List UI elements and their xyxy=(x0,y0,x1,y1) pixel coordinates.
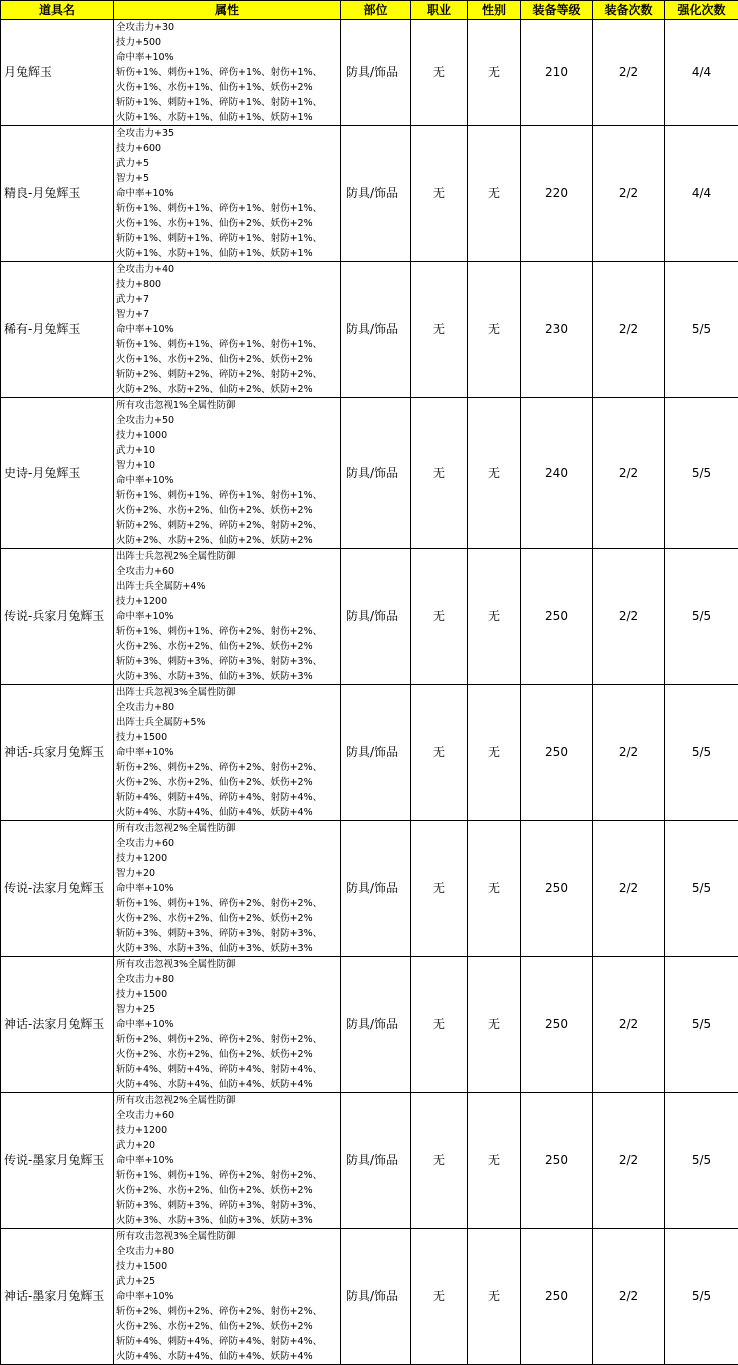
gender-cell: 无 xyxy=(468,20,521,126)
enhance-count-cell: 4/4 xyxy=(665,20,738,126)
attribute-line: 火伤+2%、水伤+2%、仙伤+2%、妖伤+2% xyxy=(116,1319,340,1334)
item-name-cell: 稀有-月兔辉玉 xyxy=(1,262,114,398)
table-row xyxy=(1,1229,738,1365)
attribute-line: 斩伤+1%、刺伤+1%、碎伤+1%、射伤+1%、 xyxy=(116,65,340,80)
attribute-line: 斩防+4%、刺防+4%、碎防+4%、射防+4%、 xyxy=(116,1062,340,1077)
attribute-line: 斩伤+2%、刺伤+2%、碎伤+2%、射伤+2%、 xyxy=(116,1304,340,1319)
attribute-line: 技力+1200 xyxy=(116,851,340,866)
equip-level-cell: 250 xyxy=(521,821,593,957)
attribute-line: 全攻击力+50 xyxy=(116,413,340,428)
attribute-line: 技力+500 xyxy=(116,35,340,50)
attribute-line: 全攻击力+80 xyxy=(116,1244,340,1259)
table-row xyxy=(1,20,738,126)
attribute-line: 技力+800 xyxy=(116,277,340,292)
slot-cell: 防具/饰品 xyxy=(341,549,411,685)
enhance-count-cell: 4/4 xyxy=(665,126,738,262)
header-equip-level: 装备等级 xyxy=(521,1,593,20)
item-name-cell: 神话-法家月兔辉玉 xyxy=(1,957,114,1093)
attribute-line: 火防+2%、水防+2%、仙防+2%、妖防+2% xyxy=(116,382,340,397)
attribute-line: 火伤+2%、水伤+2%、仙伤+2%、妖伤+2% xyxy=(116,775,340,790)
gender-cell: 无 xyxy=(468,685,521,821)
attribute-line: 火防+1%、水防+1%、仙防+1%、妖防+1% xyxy=(116,246,340,261)
attribute-line: 武力+10 xyxy=(116,443,340,458)
header-item-name: 道具名 xyxy=(1,1,114,20)
attribute-line: 火伤+1%、水伤+1%、仙伤+1%、妖伤+2% xyxy=(116,80,340,95)
attribute-line: 所有攻击忽视3%全属性防御 xyxy=(116,957,340,972)
equip-count-cell: 2/2 xyxy=(593,20,665,126)
enhance-count-cell: 5/5 xyxy=(665,398,738,549)
enhance-count-cell: 5/5 xyxy=(665,685,738,821)
attribute-line: 斩伤+1%、刺伤+1%、碎伤+2%、射伤+2%、 xyxy=(116,1168,340,1183)
attributes-cell xyxy=(114,262,341,398)
job-cell: 无 xyxy=(411,685,468,821)
attribute-line: 命中率+10% xyxy=(116,1017,340,1032)
attribute-line: 斩伤+2%、刺伤+2%、碎伤+2%、射伤+2%、 xyxy=(116,1032,340,1047)
attribute-line: 出阵士兵忽视2%全属性防御 xyxy=(116,549,340,564)
attribute-line: 所有攻击忽视2%全属性防御 xyxy=(116,821,340,836)
gender-cell: 无 xyxy=(468,821,521,957)
attribute-line: 技力+1000 xyxy=(116,428,340,443)
attribute-line: 斩防+4%、刺防+4%、碎防+4%、射防+4%、 xyxy=(116,1334,340,1349)
attribute-line: 斩防+4%、刺防+4%、碎防+4%、射防+4%、 xyxy=(116,790,340,805)
attribute-line: 火防+4%、水防+4%、仙防+4%、妖防+4% xyxy=(116,1077,340,1092)
attribute-line: 斩防+3%、刺防+3%、碎防+3%、射防+3%、 xyxy=(116,654,340,669)
attribute-line: 技力+1500 xyxy=(116,987,340,1002)
attribute-line: 火伤+2%、水伤+2%、仙伤+2%、妖伤+2% xyxy=(116,639,340,654)
attribute-line: 出阵士兵全属防+5% xyxy=(116,715,340,730)
gender-cell: 无 xyxy=(468,262,521,398)
attribute-line: 命中率+10% xyxy=(116,609,340,624)
attribute-line: 火伤+1%、水伤+1%、仙伤+2%、妖伤+2% xyxy=(116,216,340,231)
attribute-line: 命中率+10% xyxy=(116,473,340,488)
attribute-line: 所有攻击忽视2%全属性防御 xyxy=(116,1093,340,1108)
slot-cell: 防具/饰品 xyxy=(341,126,411,262)
equip-count-cell: 2/2 xyxy=(593,1093,665,1229)
attributes-cell xyxy=(114,1093,341,1229)
header-slot: 部位 xyxy=(341,1,411,20)
attribute-line: 全攻击力+60 xyxy=(116,564,340,579)
attributes-cell xyxy=(114,126,341,262)
item-name-cell: 神话-兵家月兔辉玉 xyxy=(1,685,114,821)
equip-count-cell: 2/2 xyxy=(593,262,665,398)
attribute-line: 技力+1500 xyxy=(116,730,340,745)
attribute-line: 火防+3%、水防+3%、仙防+3%、妖防+3% xyxy=(116,669,340,684)
equip-count-cell: 2/2 xyxy=(593,549,665,685)
slot-cell: 防具/饰品 xyxy=(341,685,411,821)
attribute-line: 火伤+2%、水伤+2%、仙伤+2%、妖伤+2% xyxy=(116,1047,340,1062)
slot-cell: 防具/饰品 xyxy=(341,957,411,1093)
attribute-line: 命中率+10% xyxy=(116,1289,340,1304)
attribute-line: 武力+5 xyxy=(116,156,340,171)
equip-level-cell: 250 xyxy=(521,1229,593,1365)
attribute-line: 全攻击力+80 xyxy=(116,972,340,987)
attribute-line: 斩伤+1%、刺伤+1%、碎伤+1%、射伤+1%、 xyxy=(116,337,340,352)
attribute-line: 斩防+1%、刺防+1%、碎防+1%、射防+1%、 xyxy=(116,231,340,246)
table-row xyxy=(1,685,738,821)
item-name-cell: 史诗-月兔辉玉 xyxy=(1,398,114,549)
attribute-line: 火防+4%、水防+4%、仙防+4%、妖防+4% xyxy=(116,1349,340,1364)
attribute-line: 武力+25 xyxy=(116,1274,340,1289)
attribute-line: 武力+20 xyxy=(116,1138,340,1153)
equip-level-cell: 250 xyxy=(521,685,593,821)
attribute-line: 命中率+10% xyxy=(116,745,340,760)
table-header xyxy=(1,1,738,20)
table-row xyxy=(1,262,738,398)
equip-level-cell: 230 xyxy=(521,262,593,398)
attribute-line: 斩伤+1%、刺伤+1%、碎伤+1%、射伤+1%、 xyxy=(116,488,340,503)
attribute-line: 智力+25 xyxy=(116,1002,340,1017)
job-cell: 无 xyxy=(411,821,468,957)
attribute-line: 全攻击力+40 xyxy=(116,262,340,277)
item-name-cell: 传说-法家月兔辉玉 xyxy=(1,821,114,957)
enhance-count-cell: 5/5 xyxy=(665,821,738,957)
item-name-cell: 精良-月兔辉玉 xyxy=(1,126,114,262)
attribute-line: 全攻击力+80 xyxy=(116,700,340,715)
attribute-line: 火防+4%、水防+4%、仙防+4%、妖防+4% xyxy=(116,805,340,820)
gender-cell: 无 xyxy=(468,549,521,685)
gender-cell: 无 xyxy=(468,1229,521,1365)
job-cell: 无 xyxy=(411,20,468,126)
equip-count-cell: 2/2 xyxy=(593,398,665,549)
attribute-line: 斩防+3%、刺防+3%、碎防+3%、射防+3%、 xyxy=(116,926,340,941)
slot-cell: 防具/饰品 xyxy=(341,1229,411,1365)
attributes-cell xyxy=(114,20,341,126)
job-cell: 无 xyxy=(411,1093,468,1229)
attribute-line: 斩伤+1%、刺伤+1%、碎伤+2%、射伤+2%、 xyxy=(116,896,340,911)
attributes-cell xyxy=(114,398,341,549)
enhance-count-cell: 5/5 xyxy=(665,549,738,685)
attribute-line: 所有攻击忽视1%全属性防御 xyxy=(116,398,340,413)
job-cell: 无 xyxy=(411,1229,468,1365)
attribute-line: 火防+2%、水防+2%、仙防+2%、妖防+2% xyxy=(116,533,340,548)
attribute-line: 全攻击力+35 xyxy=(116,126,340,141)
header-job: 职业 xyxy=(411,1,468,20)
item-name-cell: 传说-兵家月兔辉玉 xyxy=(1,549,114,685)
attribute-line: 技力+1200 xyxy=(116,594,340,609)
attributes-cell xyxy=(114,821,341,957)
attributes-cell xyxy=(114,957,341,1093)
attribute-line: 命中率+10% xyxy=(116,1153,340,1168)
attribute-line: 技力+1200 xyxy=(116,1123,340,1138)
header-gender: 性别 xyxy=(468,1,521,20)
attribute-line: 斩防+2%、刺防+2%、碎防+2%、射防+2%、 xyxy=(116,518,340,533)
attribute-line: 出阵士兵忽视3%全属性防御 xyxy=(116,685,340,700)
attribute-line: 火伤+2%、水伤+2%、仙伤+2%、妖伤+2% xyxy=(116,1183,340,1198)
equip-level-cell: 250 xyxy=(521,549,593,685)
attribute-line: 斩防+3%、刺防+3%、碎防+3%、射防+3%、 xyxy=(116,1198,340,1213)
attribute-line: 斩防+1%、刺防+1%、碎防+1%、射防+1%、 xyxy=(116,95,340,110)
item-name-cell: 月兔辉玉 xyxy=(1,20,114,126)
header-equip-count: 装备次数 xyxy=(593,1,665,20)
slot-cell: 防具/饰品 xyxy=(341,1093,411,1229)
enhance-count-cell: 5/5 xyxy=(665,1093,738,1229)
job-cell: 无 xyxy=(411,126,468,262)
header-enhance-count: 强化次数 xyxy=(665,1,738,20)
equip-level-cell: 240 xyxy=(521,398,593,549)
attribute-line: 智力+5 xyxy=(116,171,340,186)
attribute-line: 全攻击力+60 xyxy=(116,1108,340,1123)
job-cell: 无 xyxy=(411,549,468,685)
table-row xyxy=(1,549,738,685)
attribute-line: 所有攻击忽视3%全属性防御 xyxy=(116,1229,340,1244)
attribute-line: 火防+3%、水防+3%、仙防+3%、妖防+3% xyxy=(116,941,340,956)
gender-cell: 无 xyxy=(468,1093,521,1229)
equip-count-cell: 2/2 xyxy=(593,1229,665,1365)
gender-cell: 无 xyxy=(468,957,521,1093)
equip-level-cell: 250 xyxy=(521,1093,593,1229)
attribute-line: 火伤+2%、水伤+2%、仙伤+2%、妖伤+2% xyxy=(116,503,340,518)
attribute-line: 出阵士兵全属防+4% xyxy=(116,579,340,594)
slot-cell: 防具/饰品 xyxy=(341,821,411,957)
attributes-cell xyxy=(114,549,341,685)
attribute-line: 技力+600 xyxy=(116,141,340,156)
attribute-line: 火伤+2%、水伤+2%、仙伤+2%、妖伤+2% xyxy=(116,911,340,926)
attribute-line: 智力+7 xyxy=(116,307,340,322)
equip-level-cell: 220 xyxy=(521,126,593,262)
table-row xyxy=(1,821,738,957)
equip-level-cell: 210 xyxy=(521,20,593,126)
header-row xyxy=(1,1,738,20)
attribute-line: 智力+10 xyxy=(116,458,340,473)
attributes-cell xyxy=(114,685,341,821)
attribute-line: 斩伤+2%、刺伤+2%、碎伤+2%、射伤+2%、 xyxy=(116,760,340,775)
table-row xyxy=(1,957,738,1093)
attribute-line: 火防+1%、水防+1%、仙防+1%、妖防+1% xyxy=(116,110,340,125)
attribute-line: 命中率+10% xyxy=(116,322,340,337)
enhance-count-cell: 5/5 xyxy=(665,262,738,398)
item-name-cell: 传说-墨家月兔辉玉 xyxy=(1,1093,114,1229)
job-cell: 无 xyxy=(411,398,468,549)
attribute-line: 命中率+10% xyxy=(116,881,340,896)
slot-cell: 防具/饰品 xyxy=(341,20,411,126)
attribute-line: 斩伤+1%、刺伤+1%、碎伤+1%、射伤+1%、 xyxy=(116,201,340,216)
header-attributes: 属性 xyxy=(114,1,341,20)
job-cell: 无 xyxy=(411,262,468,398)
attribute-line: 火防+3%、水防+3%、仙防+3%、妖防+3% xyxy=(116,1213,340,1228)
attributes-cell xyxy=(114,1229,341,1365)
enhance-count-cell: 5/5 xyxy=(665,1229,738,1365)
attribute-line: 技力+1500 xyxy=(116,1259,340,1274)
attribute-line: 火伤+1%、水伤+2%、仙伤+2%、妖伤+2% xyxy=(116,352,340,367)
attribute-line: 全攻击力+30 xyxy=(116,20,340,35)
table-row xyxy=(1,126,738,262)
attribute-line: 命中率+10% xyxy=(116,50,340,65)
attribute-line: 斩伤+1%、刺伤+1%、碎伤+2%、射伤+2%、 xyxy=(116,624,340,639)
slot-cell: 防具/饰品 xyxy=(341,262,411,398)
equip-count-cell: 2/2 xyxy=(593,685,665,821)
attribute-line: 命中率+10% xyxy=(116,186,340,201)
gender-cell: 无 xyxy=(468,126,521,262)
attribute-line: 全攻击力+60 xyxy=(116,836,340,851)
enhance-count-cell: 5/5 xyxy=(665,957,738,1093)
table-row xyxy=(1,1093,738,1229)
gender-cell: 无 xyxy=(468,398,521,549)
equip-level-cell: 250 xyxy=(521,957,593,1093)
equip-count-cell: 2/2 xyxy=(593,126,665,262)
table-body xyxy=(1,20,738,1365)
item-name-cell: 神话-墨家月兔辉玉 xyxy=(1,1229,114,1365)
attribute-line: 斩防+2%、刺防+2%、碎防+2%、射防+2%、 xyxy=(116,367,340,382)
job-cell: 无 xyxy=(411,957,468,1093)
attribute-line: 智力+20 xyxy=(116,866,340,881)
equip-count-cell: 2/2 xyxy=(593,821,665,957)
equip-count-cell: 2/2 xyxy=(593,957,665,1093)
attribute-line: 武力+7 xyxy=(116,292,340,307)
table-row xyxy=(1,398,738,549)
slot-cell: 防具/饰品 xyxy=(341,398,411,549)
